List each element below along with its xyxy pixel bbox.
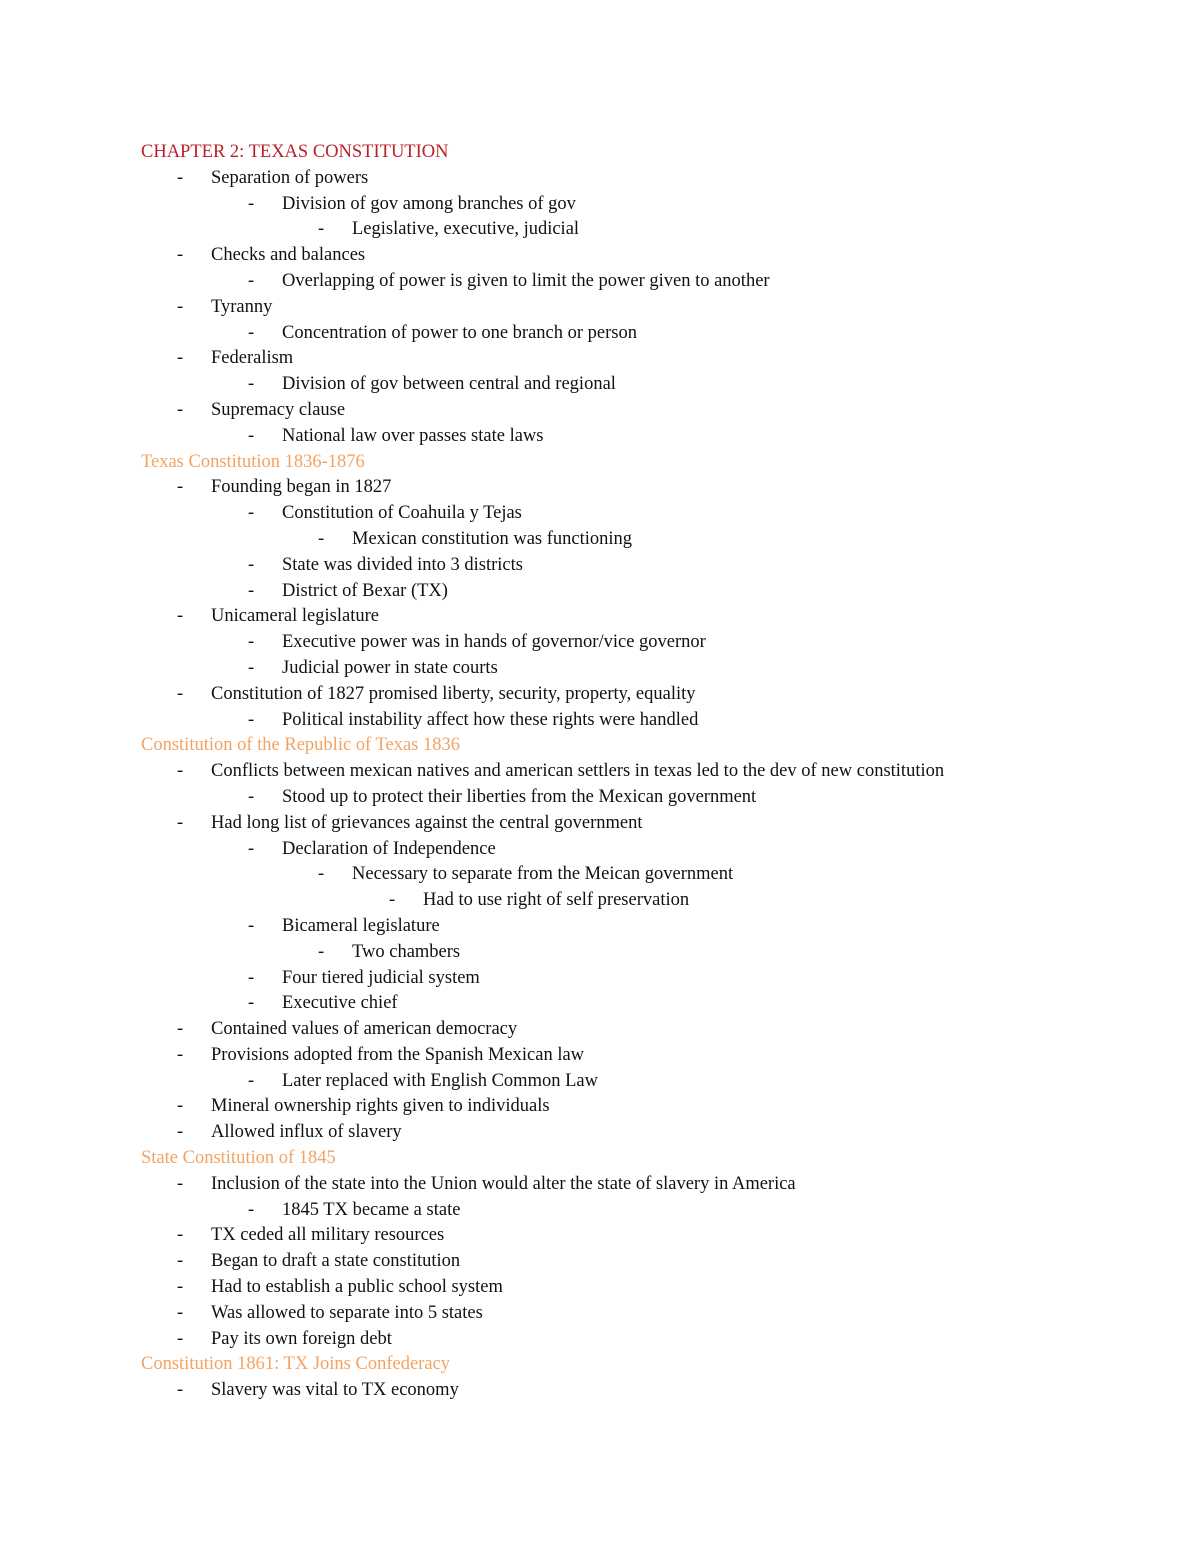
outline-item-level-1 — [141, 1327, 1121, 1353]
outline-item-level-2 — [141, 424, 1121, 450]
outline-item-text: Slavery was vital to TX economy — [211, 1380, 459, 1401]
dash-bullet: - — [177, 245, 184, 266]
outline-item-text: Had to use right of self preservation — [423, 890, 690, 911]
outline-item-level-1 — [141, 1223, 1121, 1249]
outline-item-level-2 — [141, 192, 1121, 218]
outline-item-level-2 — [141, 321, 1121, 347]
dash-bullet: - — [177, 812, 184, 833]
outline-item-level-1 — [141, 295, 1121, 321]
outline-item-text: 1845 TX became a state — [282, 1199, 461, 1220]
outline-item-level-2 — [141, 372, 1121, 398]
outline-item-level-1 — [141, 1249, 1121, 1275]
outline-item-level-1 — [141, 604, 1121, 630]
outline-item-text: District of Bexar (TX) — [282, 580, 448, 601]
outline-item-level-2 — [141, 1069, 1121, 1095]
outline-item-level-2 — [141, 966, 1121, 992]
dash-bullet: - — [248, 1070, 255, 1091]
section-heading: Constitution of the Republic of Texas 1836 — [141, 735, 460, 756]
outline-item-text: Founding began in 1827 — [211, 477, 392, 498]
outline-item-text: Was allowed to separate into 5 states — [211, 1302, 483, 1323]
dash-bullet: - — [248, 967, 255, 988]
outline-item-text: Division of gov among branches of gov — [282, 193, 576, 214]
outline-item-text: Constitution of 1827 promised liberty, security, property, equality — [211, 683, 696, 704]
document-title: CHAPTER 2: TEXAS CONSTITUTION — [141, 142, 449, 162]
dash-bullet: - — [248, 993, 255, 1014]
dash-bullet: - — [248, 632, 255, 653]
dash-bullet: - — [389, 890, 396, 911]
dash-bullet: - — [248, 915, 255, 936]
outline-item-text: Constitution of Coahuila y Tejas — [282, 503, 522, 524]
dash-bullet: - — [177, 1225, 184, 1246]
dash-bullet: - — [177, 1019, 184, 1040]
outline-item-level-1 — [141, 1378, 1121, 1404]
dash-bullet: - — [177, 1044, 184, 1065]
outline-item-level-1 — [141, 475, 1121, 501]
dash-bullet: - — [248, 580, 255, 601]
dash-bullet: - — [248, 786, 255, 807]
outline-item-text: Allowed influx of slavery — [211, 1122, 402, 1143]
outline-item-level-1 — [141, 346, 1121, 372]
dash-bullet: - — [248, 425, 255, 446]
outline-item-level-1 — [141, 759, 1121, 785]
dash-bullet: - — [248, 270, 255, 291]
outline-item-text: Began to draft a state constitution — [211, 1251, 461, 1272]
dash-bullet: - — [248, 503, 255, 524]
outline-item-text: Bicameral legislature — [282, 915, 440, 936]
dash-bullet: - — [177, 399, 184, 420]
dash-bullet: - — [177, 606, 184, 627]
section-heading: State Constitution of 1845 — [141, 1148, 336, 1169]
dash-bullet: - — [177, 761, 184, 782]
outline-item-level-1 — [141, 166, 1121, 192]
outline-item-level-1 — [141, 1301, 1121, 1327]
outline-item-level-2 — [141, 1198, 1121, 1224]
dash-bullet: - — [177, 296, 184, 317]
outline-item-level-1 — [141, 1043, 1121, 1069]
dash-bullet: - — [177, 1302, 184, 1323]
outline-item-text: Political instability affect how these rights were handled — [282, 709, 699, 730]
dash-bullet: - — [248, 1199, 255, 1220]
dash-bullet: - — [177, 477, 184, 498]
outline-item-level-1 — [141, 1017, 1121, 1043]
outline-item-level-2 — [141, 708, 1121, 734]
dash-bullet: - — [318, 528, 325, 549]
outline-item-level-4 — [141, 888, 1121, 914]
outline-item-level-1 — [141, 811, 1121, 837]
dash-bullet: - — [248, 374, 255, 395]
dash-bullet: - — [248, 193, 255, 214]
outline-item-text: Separation of powers — [211, 167, 369, 188]
outline-item-level-1 — [141, 398, 1121, 424]
outline-item-text: Inclusion of the state into the Union would alter the state of slavery in America — [211, 1173, 796, 1194]
outline-item-text: Two chambers — [352, 941, 461, 962]
outline-item-level-1 — [141, 1094, 1121, 1120]
dash-bullet: - — [177, 1328, 184, 1349]
outline-item-text: Declaration of Independence — [282, 838, 496, 859]
outline-item-text: State was divided into 3 districts — [282, 554, 523, 575]
outline-item-text: Federalism — [211, 348, 294, 369]
outline-item-text: Executive chief — [282, 993, 398, 1014]
dash-bullet: - — [177, 167, 184, 188]
outline-item-level-2 — [141, 579, 1121, 605]
dash-bullet: - — [318, 219, 325, 240]
outline-item-level-1 — [141, 682, 1121, 708]
outline-item-text: Conflicts between mexican natives and american settlers in texas led to the dev of new constitution — [211, 761, 945, 782]
dash-bullet: - — [248, 322, 255, 343]
outline-item-level-2 — [141, 785, 1121, 811]
section-heading: Texas Constitution 1836-1876 — [141, 451, 365, 472]
outline-item-text: Necessary to separate from the Meican government — [352, 864, 734, 885]
outline-item-text: Unicameral legislature — [211, 606, 379, 627]
outline-item-level-3 — [141, 862, 1121, 888]
dash-bullet: - — [177, 1173, 184, 1194]
outline-item-text: Overlapping of power is given to limit the power given to another — [282, 270, 770, 291]
dash-bullet: - — [248, 838, 255, 859]
outline-item-text: Contained values of american democracy — [211, 1019, 518, 1040]
dash-bullet: - — [318, 864, 325, 885]
outline-item-level-3 — [141, 527, 1121, 553]
outline-item-text: Concentration of power to one branch or person — [282, 322, 637, 343]
outline-item-level-2 — [141, 630, 1121, 656]
dash-bullet: - — [177, 1277, 184, 1298]
outline-item-level-2 — [141, 553, 1121, 579]
outline-item-text: Four tiered judicial system — [282, 967, 480, 988]
outline-item-text: Tyranny — [211, 296, 273, 317]
outline-item-text: TX ceded all military resources — [211, 1225, 445, 1246]
dash-bullet: - — [177, 1251, 184, 1272]
outline-item-text: Stood up to protect their liberties from the Mexican government — [282, 786, 757, 807]
outline-item-level-2 — [141, 269, 1121, 295]
dash-bullet: - — [177, 1380, 184, 1401]
dash-bullet: - — [177, 683, 184, 704]
outline-item-level-3 — [141, 217, 1121, 243]
outline-item-level-2 — [141, 914, 1121, 940]
dash-bullet: - — [248, 554, 255, 575]
outline-item-level-1 — [141, 1172, 1121, 1198]
outline-item-text: Later replaced with English Common Law — [282, 1070, 598, 1091]
dash-bullet: - — [177, 1096, 184, 1117]
outline-item-text: Pay its own foreign debt — [211, 1328, 392, 1349]
outline-item-text: Had long list of grievances against the central government — [211, 812, 643, 833]
outline-item-text: Mineral ownership rights given to individuals — [211, 1096, 550, 1117]
dash-bullet: - — [248, 657, 255, 678]
outline-item-level-1 — [141, 1275, 1121, 1301]
outline-item-level-2 — [141, 501, 1121, 527]
outline-item-text: Mexican constitution was functioning — [352, 528, 633, 549]
section-heading: Constitution 1861: TX Joins Confederacy — [141, 1354, 450, 1375]
outline-item-level-3 — [141, 940, 1121, 966]
dash-bullet: - — [248, 709, 255, 730]
outline-item-level-2 — [141, 837, 1121, 863]
outline-item-text: Executive power was in hands of governor/vice governor — [282, 632, 706, 653]
dash-bullet: - — [318, 941, 325, 962]
outline-item-text: Had to establish a public school system — [211, 1277, 503, 1298]
outline-item-level-2 — [141, 656, 1121, 682]
outline-item-text: Provisions adopted from the Spanish Mexican law — [211, 1044, 585, 1065]
outline-item-level-1 — [141, 1120, 1121, 1146]
outline-item-text: Supremacy clause — [211, 399, 346, 420]
outline-item-text: Division of gov between central and regional — [282, 374, 616, 395]
outline-item-level-2 — [141, 991, 1121, 1017]
outline-item-text: National law over passes state laws — [282, 425, 544, 446]
outline-item-text: Judicial power in state courts — [282, 657, 498, 678]
dash-bullet: - — [177, 348, 184, 369]
outline-item-level-1 — [141, 243, 1121, 269]
document-body — [141, 140, 1121, 1404]
dash-bullet: - — [177, 1122, 184, 1143]
outline-item-text: Legislative, executive, judicial — [352, 219, 580, 240]
outline-item-text: Checks and balances — [211, 245, 366, 266]
